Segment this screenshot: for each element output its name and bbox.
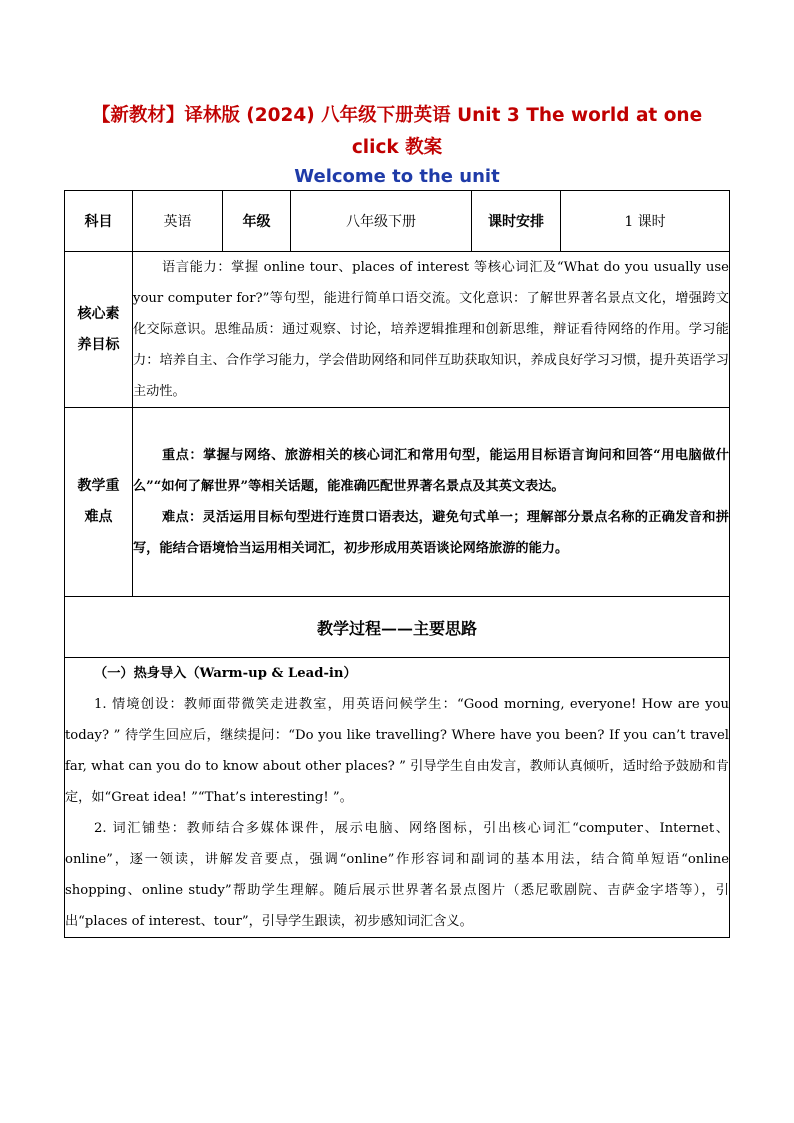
process-heading-row xyxy=(65,597,730,658)
section-warmup-title: （一）热身导入（Warm-up & Lead-in） xyxy=(94,666,357,681)
subject-label: 科目 xyxy=(65,191,133,252)
step-2-vocabulary: 2. 词汇铺垫：教师结合多媒体课件，展示电脑、网络图标，引出核心词汇“computer、Internet、online”，逐一领读，讲解发音要点，强调“online”作形容词和副词的基本用法，结合简单短语“online shopping、online study”帮助学生理解。随后展示世界著名景点图片（悉尼歌剧院、吉萨金字塔等），引出“places of interest、tour”，引导学生跟读，初步感知词汇含义。 xyxy=(65,821,729,929)
core-goals-label xyxy=(65,252,133,408)
grade-value: 八年级下册 xyxy=(291,191,472,252)
info-row xyxy=(65,191,730,252)
grade-label: 年级 xyxy=(223,191,291,252)
class-hours-value: 1 课时 xyxy=(561,191,730,252)
step-1-situation: 1. 情境创设：教师面带微笑走进教室，用英语问候学生：“Good morning, everyone! How are you today? ” 待学生回应后，继续提问：“Do you like travelling? Where have you been? If you can’t travel far, what can you do to know about other places? ” 引导学生自由发言，教师认真倾听，适时给予鼓励和肯定，如“Great idea! ”“That’s interesting! ”。 xyxy=(65,697,729,805)
core-goals-text: 语言能力：掌握 online tour、places of interest 等核心词汇及“What do you usually use your computer for?”等句型，能进行简单口语交流。文化意识：了解世界著名景点文化，增强跨文化交际意识。思维品质：通过观察、讨论，培养逻辑推理和创新思维，辩证看待网络的作用。学习能力：培养自主、合作学习能力，学会借助网络和同伴互助获取知识，养成良好学习习惯，提升英语学习主动性。 xyxy=(133,260,729,399)
core-goals-content xyxy=(133,252,730,408)
key-points-label xyxy=(65,408,133,597)
key-points-label-line2: 难点 xyxy=(84,509,113,525)
core-goals-label-line1: 核心素 xyxy=(77,305,120,322)
key-points-label-line1: 教学重 xyxy=(77,478,120,494)
class-hours-label: 课时安排 xyxy=(472,191,561,252)
key-points-focus: 重点：掌握与网络、旅游相关的核心词汇和常用句型，能运用目标语言询问和回答“用电脑做什么”“如何了解世界”等相关话题，能准确匹配世界著名景点及其英文表达。 xyxy=(133,448,729,494)
key-points-content xyxy=(133,408,730,597)
subject-value: 英语 xyxy=(133,191,223,252)
process-body xyxy=(65,658,730,938)
process-heading: 教学过程——主要思路 xyxy=(65,597,730,658)
key-points-row xyxy=(65,408,730,597)
document-subtitle: Welcome to the unit xyxy=(294,166,500,187)
lesson-plan-table xyxy=(64,190,730,938)
core-goals-row xyxy=(65,252,730,408)
key-points-difficulty: 难点：灵活运用目标句型进行连贯口语表达，避免句式单一；理解部分景点名称的正确发音和拼写，能结合语境恰当运用相关词汇，初步形成用英语谈论网络旅游的能力。 xyxy=(133,510,729,556)
process-body-row xyxy=(65,658,730,938)
core-goals-label-line2: 养目标 xyxy=(77,336,120,353)
document-title: 【新教材】译林版 (2024) 八年级下册英语 Unit 3 The world at one click 教案 xyxy=(91,105,703,158)
